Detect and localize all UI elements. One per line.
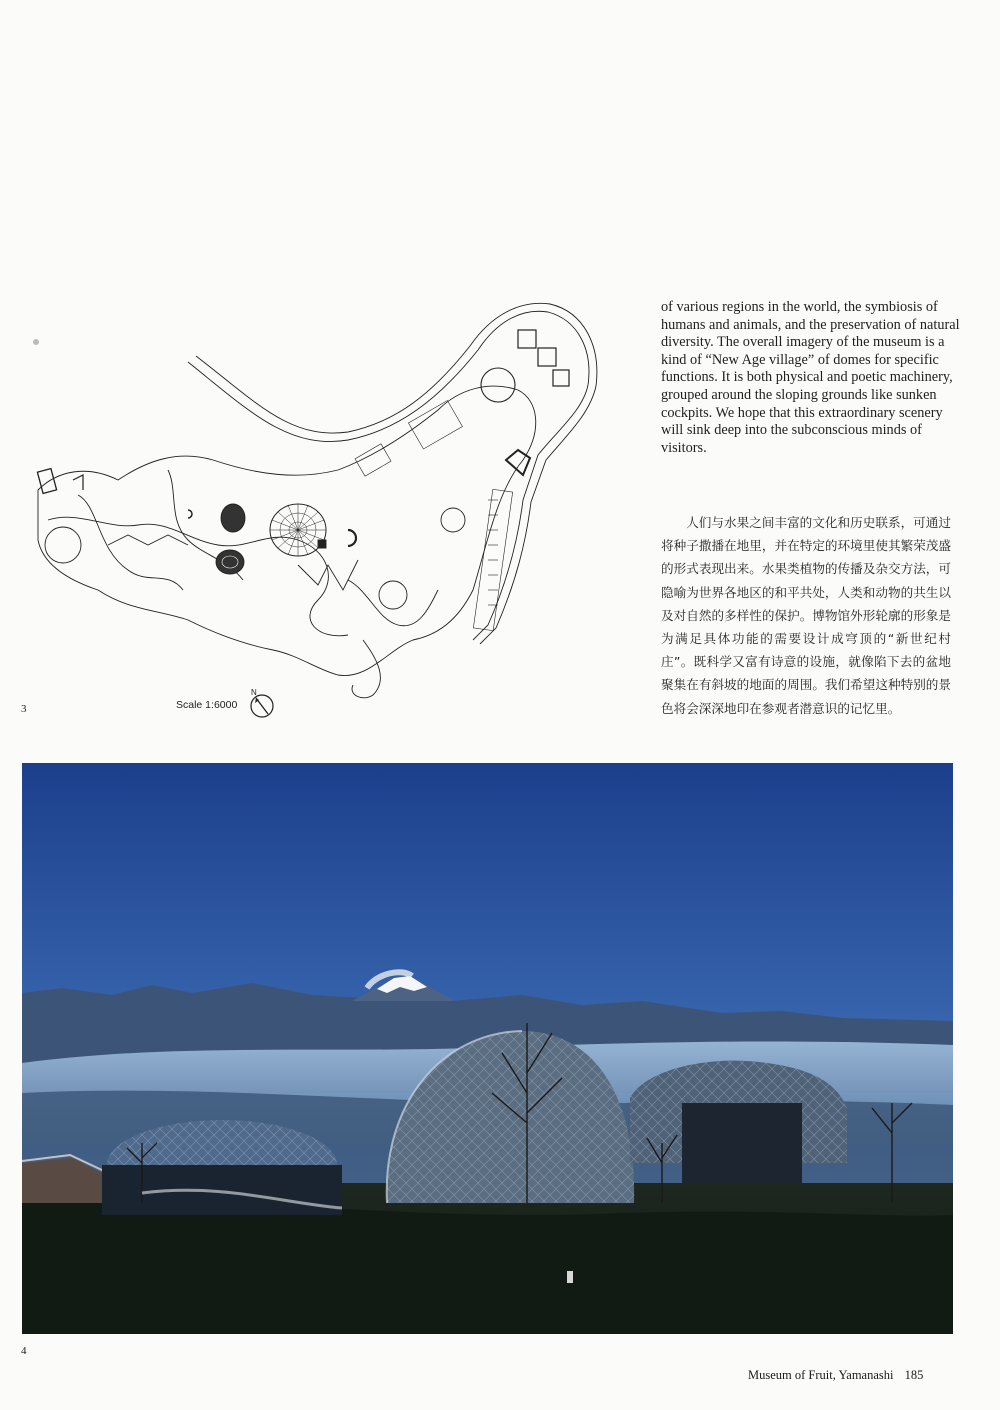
plan-road	[188, 311, 589, 640]
plan-path	[348, 580, 438, 626]
plan-loop	[45, 527, 81, 563]
figure-number-photo: 4	[21, 1345, 27, 1357]
plan-building-round	[481, 368, 515, 402]
plan-facility	[37, 469, 56, 494]
footer-caption: Museum of Fruit, Yamanashi	[748, 1368, 894, 1382]
page-footer	[748, 1368, 923, 1383]
north-letter: N	[251, 688, 257, 697]
plan-loop	[379, 581, 407, 609]
english-body-text: of various regions in the world, the symbiosis of humans and animals, and the preservation of natural diversity. The overall imagery of the museum is a kind of “New Age village” of domes for specific functions. It is both physical and poetic machinery, grouped around the sloping grounds like sunken cockpits. We hope that this extraordinary scenery will sink deep into the subconscious minds of visitors.	[661, 299, 960, 456]
page-number: 185	[904, 1368, 924, 1382]
plan-loop	[441, 508, 465, 532]
scale-label: Scale 1:6000	[176, 699, 238, 711]
figure-number-plan: 3	[21, 703, 27, 715]
plan-dome-medium	[221, 504, 245, 532]
plan-path	[352, 640, 380, 698]
plan-path	[78, 495, 183, 590]
plan-building	[518, 330, 536, 348]
plan-road-inner	[196, 303, 597, 644]
plan-path	[48, 517, 348, 636]
plan-site-boundary	[38, 386, 536, 675]
north-arrow-icon	[248, 688, 278, 720]
chinese-body-text: 人们与水果之间丰富的文化和历史联系，可通过将种子撒播在地里，并在特定的环境里使其繁荣茂盛的形式表现出来。水果类植物的传播及杂交方法，可隐喻为世界各地区的和平共处，人类和动物的共生以及对自然的多样性的保护。博物馆外形轮廓的形象是为满足具体功能的需要设计成穹顶的“新世纪村庄”。既科学又富有诗意的设施，就像陷下去的盆地聚集在有斜坡的地面的周围。我们希望这种特别的景色将会深深地印在参观者潜意识的记忆里。	[661, 515, 951, 716]
museum-photograph	[22, 763, 953, 1334]
plan-dome-small	[216, 550, 244, 574]
site-plan-drawing	[18, 290, 628, 710]
